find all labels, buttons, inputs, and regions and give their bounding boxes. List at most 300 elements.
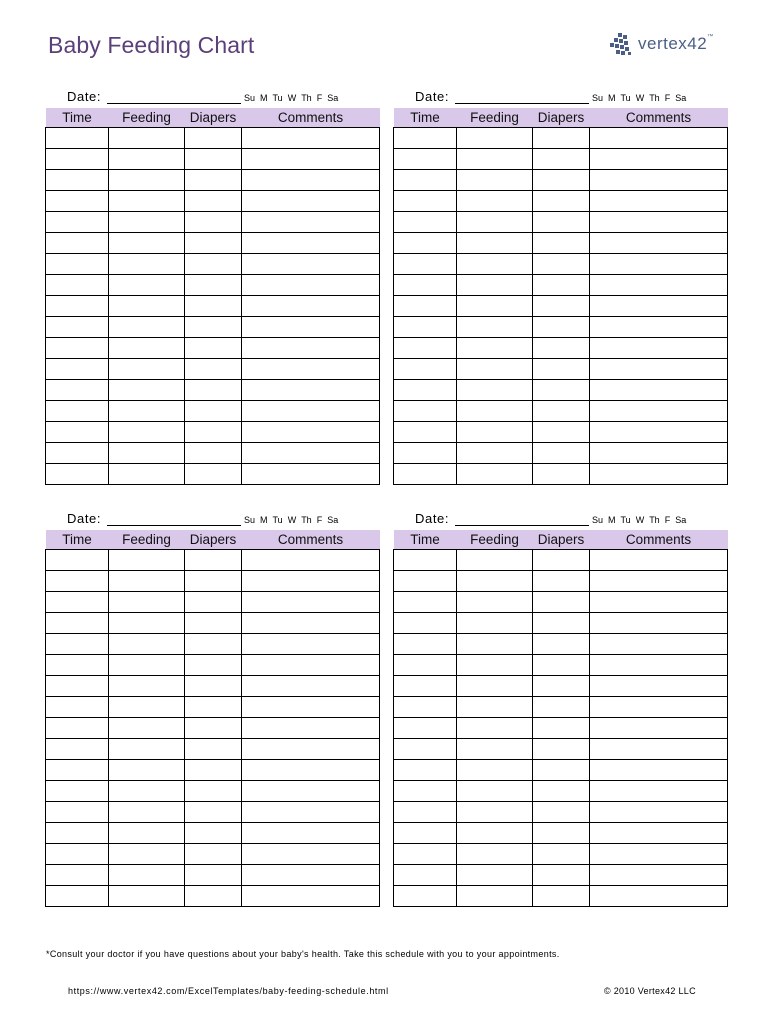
table-cell[interactable] — [185, 359, 242, 380]
table-cell[interactable] — [590, 823, 728, 844]
table-cell[interactable] — [109, 464, 185, 485]
table-cell[interactable] — [590, 802, 728, 823]
table-cell[interactable] — [533, 592, 590, 613]
table-cell[interactable] — [457, 149, 533, 170]
table-cell[interactable] — [109, 592, 185, 613]
table-cell[interactable] — [109, 697, 185, 718]
table-cell[interactable] — [46, 739, 109, 760]
weekday-option[interactable]: Sa — [675, 93, 687, 103]
table-cell[interactable] — [533, 149, 590, 170]
table-cell[interactable] — [457, 401, 533, 422]
table-cell[interactable] — [242, 802, 380, 823]
table-cell[interactable] — [590, 655, 728, 676]
table-cell[interactable] — [457, 718, 533, 739]
table-cell[interactable] — [242, 128, 380, 149]
table-cell[interactable] — [46, 550, 109, 571]
table-cell[interactable] — [394, 359, 457, 380]
weekday-option[interactable]: W — [287, 515, 297, 525]
table-cell[interactable] — [457, 676, 533, 697]
table-cell[interactable] — [185, 550, 242, 571]
table-cell[interactable] — [533, 422, 590, 443]
table-cell[interactable] — [394, 844, 457, 865]
table-cell[interactable] — [109, 613, 185, 634]
table-cell[interactable] — [457, 443, 533, 464]
table-cell[interactable] — [394, 191, 457, 212]
table-cell[interactable] — [109, 170, 185, 191]
table-cell[interactable] — [109, 634, 185, 655]
table-cell[interactable] — [394, 886, 457, 907]
table-cell[interactable] — [109, 718, 185, 739]
table-cell[interactable] — [590, 592, 728, 613]
table-cell[interactable] — [46, 464, 109, 485]
table-cell[interactable] — [533, 655, 590, 676]
table-cell[interactable] — [394, 401, 457, 422]
table-cell[interactable] — [46, 844, 109, 865]
table-cell[interactable] — [185, 338, 242, 359]
weekday-option[interactable]: Sa — [675, 515, 687, 525]
table-cell[interactable] — [46, 128, 109, 149]
table-cell[interactable] — [46, 254, 109, 275]
table-cell[interactable] — [457, 823, 533, 844]
table-cell[interactable] — [533, 697, 590, 718]
table-cell[interactable] — [242, 338, 380, 359]
table-cell[interactable] — [533, 718, 590, 739]
table-cell[interactable] — [533, 359, 590, 380]
table-cell[interactable] — [394, 571, 457, 592]
table-cell[interactable] — [46, 802, 109, 823]
table-cell[interactable] — [242, 191, 380, 212]
date-field[interactable] — [455, 525, 589, 526]
table-cell[interactable] — [533, 613, 590, 634]
table-cell[interactable] — [242, 592, 380, 613]
table-cell[interactable] — [394, 865, 457, 886]
table-cell[interactable] — [185, 128, 242, 149]
table-cell[interactable] — [457, 613, 533, 634]
table-cell[interactable] — [242, 844, 380, 865]
table-cell[interactable] — [109, 739, 185, 760]
date-field[interactable] — [107, 103, 241, 104]
table-cell[interactable] — [590, 359, 728, 380]
table-cell[interactable] — [185, 739, 242, 760]
table-cell[interactable] — [394, 802, 457, 823]
weekday-option[interactable]: Tu — [620, 93, 631, 103]
table-cell[interactable] — [394, 655, 457, 676]
table-cell[interactable] — [533, 781, 590, 802]
table-cell[interactable] — [457, 233, 533, 254]
source-url[interactable]: https://www.vertex42.com/ExcelTemplates/baby-feeding-schedule.html — [68, 986, 389, 996]
table-cell[interactable] — [533, 676, 590, 697]
table-cell[interactable] — [109, 191, 185, 212]
weekday-option[interactable]: Sa — [327, 515, 339, 525]
table-cell[interactable] — [590, 739, 728, 760]
table-cell[interactable] — [457, 338, 533, 359]
table-cell[interactable] — [109, 865, 185, 886]
table-cell[interactable] — [109, 422, 185, 443]
table-cell[interactable] — [457, 697, 533, 718]
table-cell[interactable] — [533, 317, 590, 338]
table-cell[interactable] — [533, 823, 590, 844]
table-cell[interactable] — [394, 170, 457, 191]
weekday-option[interactable]: F — [316, 93, 323, 103]
table-cell[interactable] — [185, 634, 242, 655]
table-cell[interactable] — [109, 676, 185, 697]
table-cell[interactable] — [242, 401, 380, 422]
table-cell[interactable] — [457, 802, 533, 823]
table-cell[interactable] — [185, 233, 242, 254]
table-cell[interactable] — [242, 718, 380, 739]
table-cell[interactable] — [533, 170, 590, 191]
weekday-option[interactable]: M — [260, 515, 268, 525]
table-cell[interactable] — [394, 718, 457, 739]
table-cell[interactable] — [185, 317, 242, 338]
table-cell[interactable] — [46, 380, 109, 401]
table-cell[interactable] — [242, 275, 380, 296]
table-cell[interactable] — [109, 275, 185, 296]
table-cell[interactable] — [46, 697, 109, 718]
weekday-option[interactable]: Th — [301, 515, 312, 525]
table-cell[interactable] — [394, 149, 457, 170]
table-cell[interactable] — [185, 254, 242, 275]
table-cell[interactable] — [533, 380, 590, 401]
table-cell[interactable] — [185, 760, 242, 781]
table-cell[interactable] — [590, 443, 728, 464]
table-cell[interactable] — [394, 760, 457, 781]
table-cell[interactable] — [46, 233, 109, 254]
table-cell[interactable] — [242, 865, 380, 886]
table-cell[interactable] — [185, 401, 242, 422]
table-cell[interactable] — [590, 233, 728, 254]
table-cell[interactable] — [457, 592, 533, 613]
table-cell[interactable] — [533, 760, 590, 781]
table-cell[interactable] — [457, 886, 533, 907]
table-cell[interactable] — [457, 422, 533, 443]
table-cell[interactable] — [533, 571, 590, 592]
table-cell[interactable] — [46, 401, 109, 422]
weekday-option[interactable]: Tu — [620, 515, 631, 525]
table-cell[interactable] — [46, 634, 109, 655]
table-cell[interactable] — [394, 275, 457, 296]
table-cell[interactable] — [242, 634, 380, 655]
table-cell[interactable] — [46, 275, 109, 296]
table-cell[interactable] — [394, 212, 457, 233]
table-cell[interactable] — [533, 550, 590, 571]
weekday-option[interactable]: F — [664, 515, 671, 525]
table-cell[interactable] — [533, 634, 590, 655]
weekday-option[interactable]: F — [664, 93, 671, 103]
table-cell[interactable] — [457, 254, 533, 275]
table-cell[interactable] — [533, 275, 590, 296]
weekday-option[interactable]: Su — [244, 515, 256, 525]
table-cell[interactable] — [242, 886, 380, 907]
table-cell[interactable] — [242, 380, 380, 401]
weekday-option[interactable]: M — [608, 93, 616, 103]
weekday-option[interactable]: Su — [592, 515, 604, 525]
weekday-option[interactable]: Su — [244, 93, 256, 103]
table-cell[interactable] — [590, 697, 728, 718]
table-cell[interactable] — [185, 191, 242, 212]
table-cell[interactable] — [457, 128, 533, 149]
table-cell[interactable] — [185, 212, 242, 233]
table-cell[interactable] — [242, 254, 380, 275]
table-cell[interactable] — [394, 443, 457, 464]
table-cell[interactable] — [590, 128, 728, 149]
table-cell[interactable] — [394, 676, 457, 697]
table-cell[interactable] — [590, 422, 728, 443]
table-cell[interactable] — [533, 191, 590, 212]
table-cell[interactable] — [533, 739, 590, 760]
table-cell[interactable] — [242, 655, 380, 676]
table-cell[interactable] — [46, 655, 109, 676]
table-cell[interactable] — [590, 338, 728, 359]
table-cell[interactable] — [457, 359, 533, 380]
table-cell[interactable] — [590, 760, 728, 781]
table-cell[interactable] — [185, 443, 242, 464]
table-cell[interactable] — [533, 128, 590, 149]
table-cell[interactable] — [394, 781, 457, 802]
table-cell[interactable] — [109, 886, 185, 907]
table-cell[interactable] — [590, 191, 728, 212]
weekday-option[interactable]: W — [635, 93, 645, 103]
table-cell[interactable] — [109, 655, 185, 676]
table-cell[interactable] — [590, 464, 728, 485]
table-cell[interactable] — [242, 739, 380, 760]
table-cell[interactable] — [46, 781, 109, 802]
table-cell[interactable] — [109, 212, 185, 233]
table-cell[interactable] — [242, 676, 380, 697]
table-cell[interactable] — [533, 886, 590, 907]
table-cell[interactable] — [109, 380, 185, 401]
date-field[interactable] — [455, 103, 589, 104]
table-cell[interactable] — [46, 338, 109, 359]
table-cell[interactable] — [394, 128, 457, 149]
table-cell[interactable] — [590, 571, 728, 592]
weekday-option[interactable]: Sa — [327, 93, 339, 103]
table-cell[interactable] — [242, 212, 380, 233]
table-cell[interactable] — [109, 338, 185, 359]
table-cell[interactable] — [185, 697, 242, 718]
table-cell[interactable] — [533, 296, 590, 317]
table-cell[interactable] — [185, 886, 242, 907]
table-cell[interactable] — [242, 422, 380, 443]
table-cell[interactable] — [590, 149, 728, 170]
table-cell[interactable] — [457, 571, 533, 592]
weekday-option[interactable]: F — [316, 515, 323, 525]
table-cell[interactable] — [242, 317, 380, 338]
table-cell[interactable] — [457, 550, 533, 571]
table-cell[interactable] — [457, 634, 533, 655]
table-cell[interactable] — [46, 823, 109, 844]
table-cell[interactable] — [394, 613, 457, 634]
table-cell[interactable] — [533, 865, 590, 886]
table-cell[interactable] — [457, 760, 533, 781]
table-cell[interactable] — [185, 844, 242, 865]
table-cell[interactable] — [109, 443, 185, 464]
table-cell[interactable] — [590, 886, 728, 907]
table-cell[interactable] — [109, 802, 185, 823]
table-cell[interactable] — [46, 865, 109, 886]
table-cell[interactable] — [185, 464, 242, 485]
table-cell[interactable] — [109, 401, 185, 422]
table-cell[interactable] — [185, 613, 242, 634]
table-cell[interactable] — [590, 718, 728, 739]
table-cell[interactable] — [590, 844, 728, 865]
table-cell[interactable] — [590, 296, 728, 317]
table-cell[interactable] — [185, 380, 242, 401]
table-cell[interactable] — [185, 865, 242, 886]
table-cell[interactable] — [242, 149, 380, 170]
table-cell[interactable] — [590, 634, 728, 655]
table-cell[interactable] — [109, 550, 185, 571]
weekday-option[interactable]: W — [635, 515, 645, 525]
table-cell[interactable] — [242, 571, 380, 592]
table-cell[interactable] — [394, 233, 457, 254]
weekday-option[interactable]: M — [608, 515, 616, 525]
table-cell[interactable] — [109, 254, 185, 275]
table-cell[interactable] — [185, 781, 242, 802]
table-cell[interactable] — [109, 149, 185, 170]
table-cell[interactable] — [533, 844, 590, 865]
table-cell[interactable] — [533, 802, 590, 823]
weekday-option[interactable]: Su — [592, 93, 604, 103]
table-cell[interactable] — [590, 865, 728, 886]
table-cell[interactable] — [590, 550, 728, 571]
table-cell[interactable] — [185, 422, 242, 443]
table-cell[interactable] — [185, 655, 242, 676]
table-cell[interactable] — [457, 212, 533, 233]
table-cell[interactable] — [394, 254, 457, 275]
weekday-option[interactable]: Th — [649, 93, 660, 103]
table-cell[interactable] — [457, 170, 533, 191]
table-cell[interactable] — [590, 676, 728, 697]
table-cell[interactable] — [394, 823, 457, 844]
table-cell[interactable] — [242, 464, 380, 485]
table-cell[interactable] — [109, 233, 185, 254]
table-cell[interactable] — [46, 676, 109, 697]
table-cell[interactable] — [242, 613, 380, 634]
table-cell[interactable] — [46, 422, 109, 443]
table-cell[interactable] — [46, 212, 109, 233]
table-cell[interactable] — [242, 760, 380, 781]
table-cell[interactable] — [394, 317, 457, 338]
table-cell[interactable] — [394, 550, 457, 571]
table-cell[interactable] — [590, 380, 728, 401]
weekday-option[interactable]: Tu — [272, 515, 283, 525]
table-cell[interactable] — [242, 296, 380, 317]
table-cell[interactable] — [533, 464, 590, 485]
table-cell[interactable] — [590, 275, 728, 296]
table-cell[interactable] — [590, 254, 728, 275]
table-cell[interactable] — [46, 359, 109, 380]
table-cell[interactable] — [457, 464, 533, 485]
table-cell[interactable] — [590, 613, 728, 634]
table-cell[interactable] — [185, 571, 242, 592]
weekday-option[interactable]: Th — [301, 93, 312, 103]
table-cell[interactable] — [394, 697, 457, 718]
table-cell[interactable] — [109, 760, 185, 781]
table-cell[interactable] — [394, 338, 457, 359]
table-cell[interactable] — [590, 401, 728, 422]
table-cell[interactable] — [533, 254, 590, 275]
table-cell[interactable] — [109, 571, 185, 592]
table-cell[interactable] — [457, 317, 533, 338]
table-cell[interactable] — [109, 296, 185, 317]
table-cell[interactable] — [46, 296, 109, 317]
table-cell[interactable] — [185, 592, 242, 613]
table-cell[interactable] — [533, 212, 590, 233]
table-cell[interactable] — [242, 359, 380, 380]
table-cell[interactable] — [457, 296, 533, 317]
table-cell[interactable] — [46, 592, 109, 613]
table-cell[interactable] — [46, 613, 109, 634]
table-cell[interactable] — [457, 781, 533, 802]
table-cell[interactable] — [457, 275, 533, 296]
table-cell[interactable] — [185, 170, 242, 191]
table-cell[interactable] — [394, 296, 457, 317]
weekday-option[interactable]: M — [260, 93, 268, 103]
weekday-option[interactable]: Tu — [272, 93, 283, 103]
table-cell[interactable] — [46, 718, 109, 739]
table-cell[interactable] — [457, 865, 533, 886]
table-cell[interactable] — [185, 296, 242, 317]
table-cell[interactable] — [590, 170, 728, 191]
table-cell[interactable] — [242, 443, 380, 464]
table-cell[interactable] — [457, 655, 533, 676]
table-cell[interactable] — [109, 823, 185, 844]
table-cell[interactable] — [185, 275, 242, 296]
table-cell[interactable] — [109, 781, 185, 802]
table-cell[interactable] — [394, 739, 457, 760]
table-cell[interactable] — [394, 634, 457, 655]
table-cell[interactable] — [533, 338, 590, 359]
table-cell[interactable] — [394, 464, 457, 485]
table-cell[interactable] — [46, 149, 109, 170]
table-cell[interactable] — [242, 781, 380, 802]
table-cell[interactable] — [109, 317, 185, 338]
table-cell[interactable] — [457, 844, 533, 865]
table-cell[interactable] — [46, 170, 109, 191]
table-cell[interactable] — [533, 233, 590, 254]
table-cell[interactable] — [109, 128, 185, 149]
weekday-option[interactable]: Th — [649, 515, 660, 525]
table-cell[interactable] — [242, 233, 380, 254]
table-cell[interactable] — [185, 802, 242, 823]
table-cell[interactable] — [46, 571, 109, 592]
table-cell[interactable] — [185, 823, 242, 844]
table-cell[interactable] — [109, 844, 185, 865]
table-cell[interactable] — [185, 718, 242, 739]
table-cell[interactable] — [46, 760, 109, 781]
table-cell[interactable] — [242, 170, 380, 191]
table-cell[interactable] — [242, 550, 380, 571]
table-cell[interactable] — [394, 422, 457, 443]
table-cell[interactable] — [46, 191, 109, 212]
table-cell[interactable] — [533, 443, 590, 464]
table-cell[interactable] — [46, 443, 109, 464]
table-cell[interactable] — [185, 149, 242, 170]
table-cell[interactable] — [457, 191, 533, 212]
table-cell[interactable] — [394, 380, 457, 401]
table-cell[interactable] — [590, 212, 728, 233]
table-cell[interactable] — [590, 317, 728, 338]
table-cell[interactable] — [533, 401, 590, 422]
table-cell[interactable] — [590, 781, 728, 802]
table-cell[interactable] — [46, 317, 109, 338]
weekday-option[interactable]: W — [287, 93, 297, 103]
table-cell[interactable] — [109, 359, 185, 380]
table-cell[interactable] — [457, 739, 533, 760]
date-field[interactable] — [107, 525, 241, 526]
table-cell[interactable] — [457, 380, 533, 401]
